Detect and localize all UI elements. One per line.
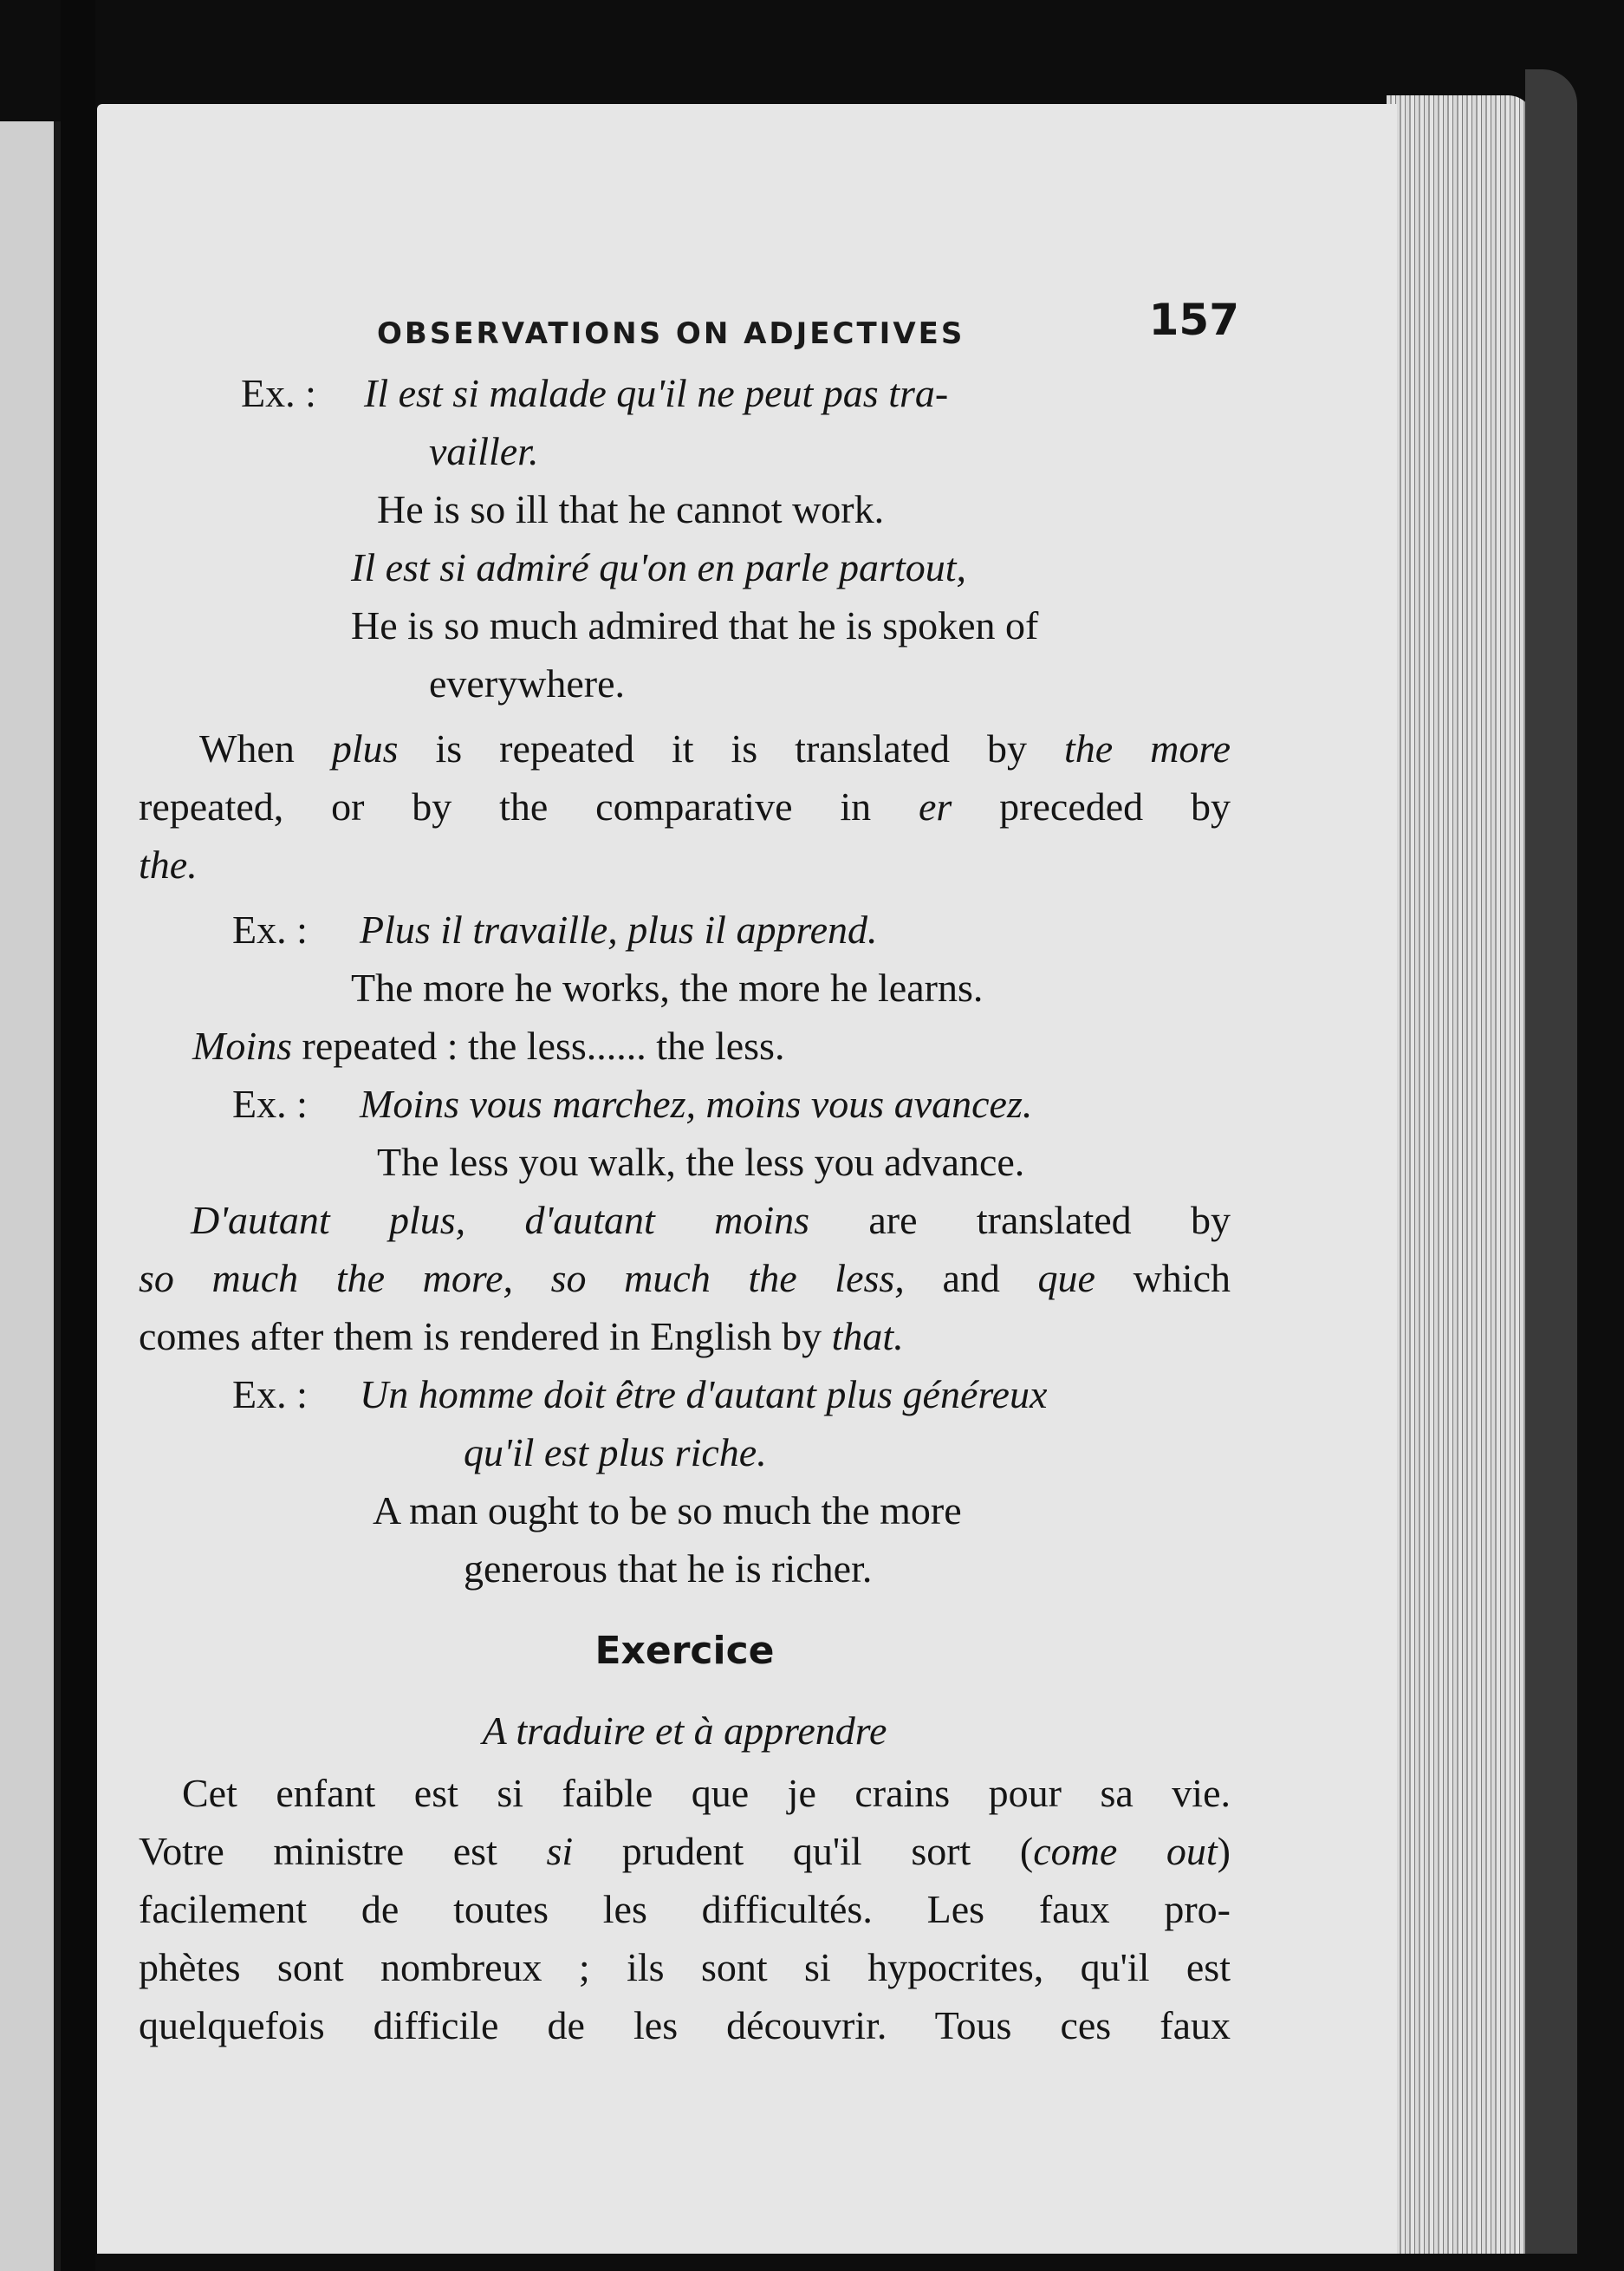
ex-label: Ex. : <box>232 908 308 952</box>
exercise-heading: Exercice <box>594 1629 775 1673</box>
rule-term: er <box>918 784 952 829</box>
exercise-line-2 <box>139 1822 1231 1880</box>
example-1-line-1 <box>139 364 1231 422</box>
rule-text: repeated, or by the comparative in <box>139 784 919 829</box>
rule-text: When <box>199 726 332 771</box>
exercise-text: Cet enfant est si faible que je crains pour sa vie. <box>182 1771 1231 1815</box>
page-edges <box>1387 95 1534 2254</box>
rule-term: the more <box>1063 726 1231 771</box>
example-3-line-1 <box>139 1075 1231 1133</box>
exercise-line-4 <box>139 1938 1231 1996</box>
french-sentence: Il est si admiré qu'on en parle partout, <box>351 545 967 589</box>
exercise-gloss: come out <box>1033 1829 1218 1873</box>
ex-label: Ex. : <box>232 1372 308 1416</box>
exercise-text: ) <box>1217 1829 1231 1873</box>
rule-text: and <box>904 1256 1038 1300</box>
example-1-line-4 <box>139 538 1231 596</box>
example-2-translation <box>139 959 1231 1017</box>
rule-dautant-line-1 <box>139 1191 1231 1249</box>
exercise-subheading: A traduire et à apprendre <box>482 1708 887 1753</box>
rule-text: comes after them is rendered in English by <box>139 1314 832 1358</box>
rule-plus-line-1 <box>139 719 1231 778</box>
ex-label: Ex. : <box>241 371 316 415</box>
page-number: 157 <box>1148 295 1239 345</box>
example-2-line-1 <box>139 901 1231 959</box>
book-gutter <box>61 0 95 2271</box>
english-translation: A man ought to be so much the more <box>373 1488 962 1532</box>
book-cover <box>1525 69 1577 2254</box>
french-sentence: Il est si malade qu'il ne peut pas tra- <box>364 371 949 415</box>
english-translation: The less you walk, the less you advance. <box>377 1140 1025 1184</box>
rule-moins <box>139 1017 1231 1075</box>
english-translation: He is so ill that he cannot work. <box>377 487 885 531</box>
exercise-text: Votre ministre est <box>139 1829 547 1873</box>
ex-label: Ex. : <box>232 1082 308 1126</box>
rule-dautant-line-3 <box>139 1307 1231 1365</box>
example-4-line-2 <box>139 1423 1231 1481</box>
facing-page-edge <box>0 121 61 2271</box>
rule-text: is repeated it is translated by <box>398 726 1064 771</box>
rule-dautant-line-2 <box>139 1249 1231 1307</box>
rule-plus-line-3 <box>139 836 1231 894</box>
rule-term: D'autant plus, d'autant moins <box>191 1198 810 1242</box>
exercise-line-5 <box>139 1996 1231 2054</box>
exercise-line-1 <box>139 1764 1231 1822</box>
french-sentence-continued: qu'il est plus riche. <box>464 1430 767 1474</box>
rule-text: which <box>1095 1256 1231 1300</box>
french-sentence-continued: vailler. <box>429 429 539 473</box>
running-head: OBSERVATIONS ON ADJECTIVES <box>377 316 965 351</box>
example-1-translation-3 <box>139 654 1231 713</box>
french-sentence: Moins vous marchez, moins vous avancez. <box>360 1082 1033 1126</box>
example-4-translation-2 <box>139 1539 1231 1598</box>
exercise-text: phètes sont nombreux ; ils sont si hypocrites, qu'il est <box>139 1945 1231 1989</box>
example-1-translation <box>139 480 1231 538</box>
rule-text: repeated : the less...... the less. <box>292 1024 785 1068</box>
english-translation-continued: generous that he is richer. <box>464 1546 873 1591</box>
example-1-translation-2 <box>139 596 1231 654</box>
exercise-text: quelquefois difficile de les découvrir. Tous ces faux <box>139 2003 1231 2047</box>
example-3-translation <box>139 1133 1231 1191</box>
rule-term: the. <box>139 843 198 887</box>
english-translation-continued: everywhere. <box>429 661 626 706</box>
exercise-text: prudent qu'il sort ( <box>573 1829 1034 1873</box>
example-4-translation-1 <box>139 1481 1231 1539</box>
page-header <box>139 286 1239 364</box>
rule-plus-line-2 <box>139 778 1231 836</box>
example-4-line-1 <box>139 1365 1231 1423</box>
exercise-text: facilement de toutes les difficultés. Les faux pro- <box>139 1887 1231 1931</box>
french-sentence: Plus il travaille, plus il apprend. <box>360 908 878 952</box>
rule-term: que <box>1037 1256 1095 1300</box>
french-sentence: Un homme doit être d'autant plus généreux <box>360 1372 1048 1416</box>
english-translation: The more he works, the more he learns. <box>351 966 984 1010</box>
rule-term: plus <box>331 726 399 771</box>
exercise-emphasis: si <box>546 1829 574 1873</box>
page-content <box>139 286 1239 2054</box>
rule-text: preceded by <box>952 784 1231 829</box>
rule-term: Moins <box>192 1024 292 1068</box>
rule-term: that. <box>831 1314 904 1358</box>
example-1-line-2 <box>139 422 1231 480</box>
rule-text: are translated by <box>809 1198 1231 1242</box>
english-translation: He is so much admired that he is spoken of <box>351 603 1039 647</box>
exercise-line-3 <box>139 1880 1231 1938</box>
rule-term: so much the more, so much the less, <box>139 1256 905 1300</box>
